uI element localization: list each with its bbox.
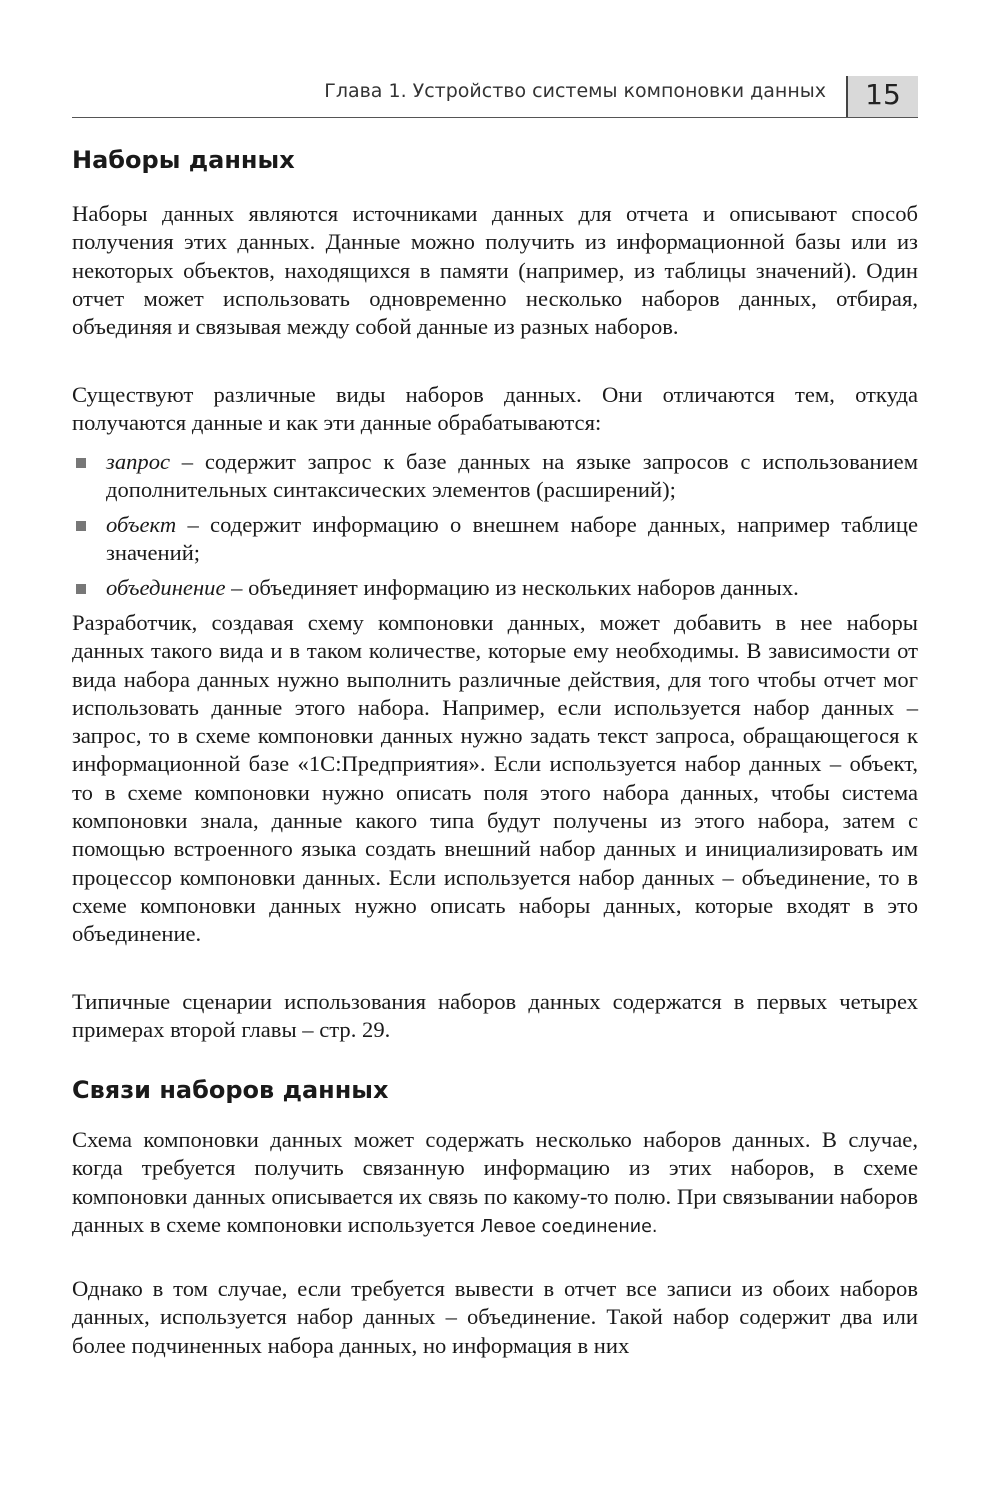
list-item-term: объект [106, 512, 177, 537]
paragraph [72, 1126, 918, 1241]
list-item-text: – содержит информацию о внешнем наборе данных, например таблице значений; [106, 512, 918, 566]
paragraph: Существуют различные виды наборов данных. Они отличаются тем, откуда получаются данные и как эти данные обрабатываются: [72, 382, 918, 436]
page-number-box [846, 76, 918, 117]
list-item-body [106, 511, 918, 568]
paragraph: Однако в том случае, если требуется вывести в отчет все записи из обоих наборов данных, используется набор данных – объединение. Такой набор содержит два или более подчиненных набора данных, но информация в них [72, 1276, 918, 1358]
square-bullet-icon [76, 521, 86, 531]
list-item-term: объединение [106, 575, 226, 600]
list-item-text: – объединяет информацию из нескольких наборов данных. [225, 575, 799, 600]
page-number: 15 [865, 78, 901, 111]
paragraph-text: Схема компоновки данных может содержать несколько наборов данных. В случае, когда требуется получить связанную информацию из этих наборов, в схеме компоновки данных описывается их связь по какому-то полю. При связывании наборов данных в схеме компоновки используется [72, 1127, 918, 1237]
paragraph: Наборы данных являются источниками данных для отчета и описывают способ получения этих данных. Данные можно получить из информационной базы или из некоторых объектов, находящихся в памяти (например, из таблицы значений). Один отчет может использовать одновременно несколько наборов данных, отбирая, объединяя и связывая между собой данные из разных наборов. [72, 201, 918, 340]
list-item [72, 511, 918, 568]
square-bullet-icon [76, 458, 86, 468]
list-item [72, 448, 918, 505]
section-heading-datasets: Наборы данных [72, 146, 295, 174]
list-item-text: – содержит запрос к базе данных на языке запросов с использованием дополнительных синтаксических элементов (расширений); [106, 449, 918, 503]
list-item-term: запрос [106, 449, 171, 474]
square-bullet-icon [76, 584, 86, 594]
paragraph: Разработчик, создавая схему компоновки данных, может добавить в нее наборы данных такого вида и в таком количестве, которые ему необходимы. В зависимости от вида набора данных нужно выполнить различные действия, для того чтобы отчет мог использовать данные этого набора. Например, если используется набор данных – запрос, то в схеме компоновки данных нужно задать текст запроса, обращающегося к информационной базе «1С:Предприятия». Если используется набор данных – объект, то в схеме компоновки нужно описать поля этого набора данных, чтобы система компоновки знала, данные какого типа будут получены из этого набора, затем с помощью встроенного языка создать внешний набор данных и инициализировать им процессор компоновки данных. Если используется набор данных – объединение, то в схеме компоновки данных нужно описать наборы данных, которые входят в это объединение. [72, 610, 918, 947]
running-header [72, 72, 918, 118]
section-heading-dataset-links: Связи наборов данных [72, 1076, 389, 1104]
paragraph: Типичные сценарии использования наборов данных содержатся в первых четырех примерах второй главы – стр. 29. [72, 989, 918, 1043]
chapter-title: Глава 1. Устройство системы компоновки данных [324, 80, 826, 102]
list-item-body [106, 574, 918, 602]
list-item [72, 574, 918, 602]
list-item-body [106, 448, 918, 505]
join-type-name: Левое соединение. [480, 1216, 658, 1237]
